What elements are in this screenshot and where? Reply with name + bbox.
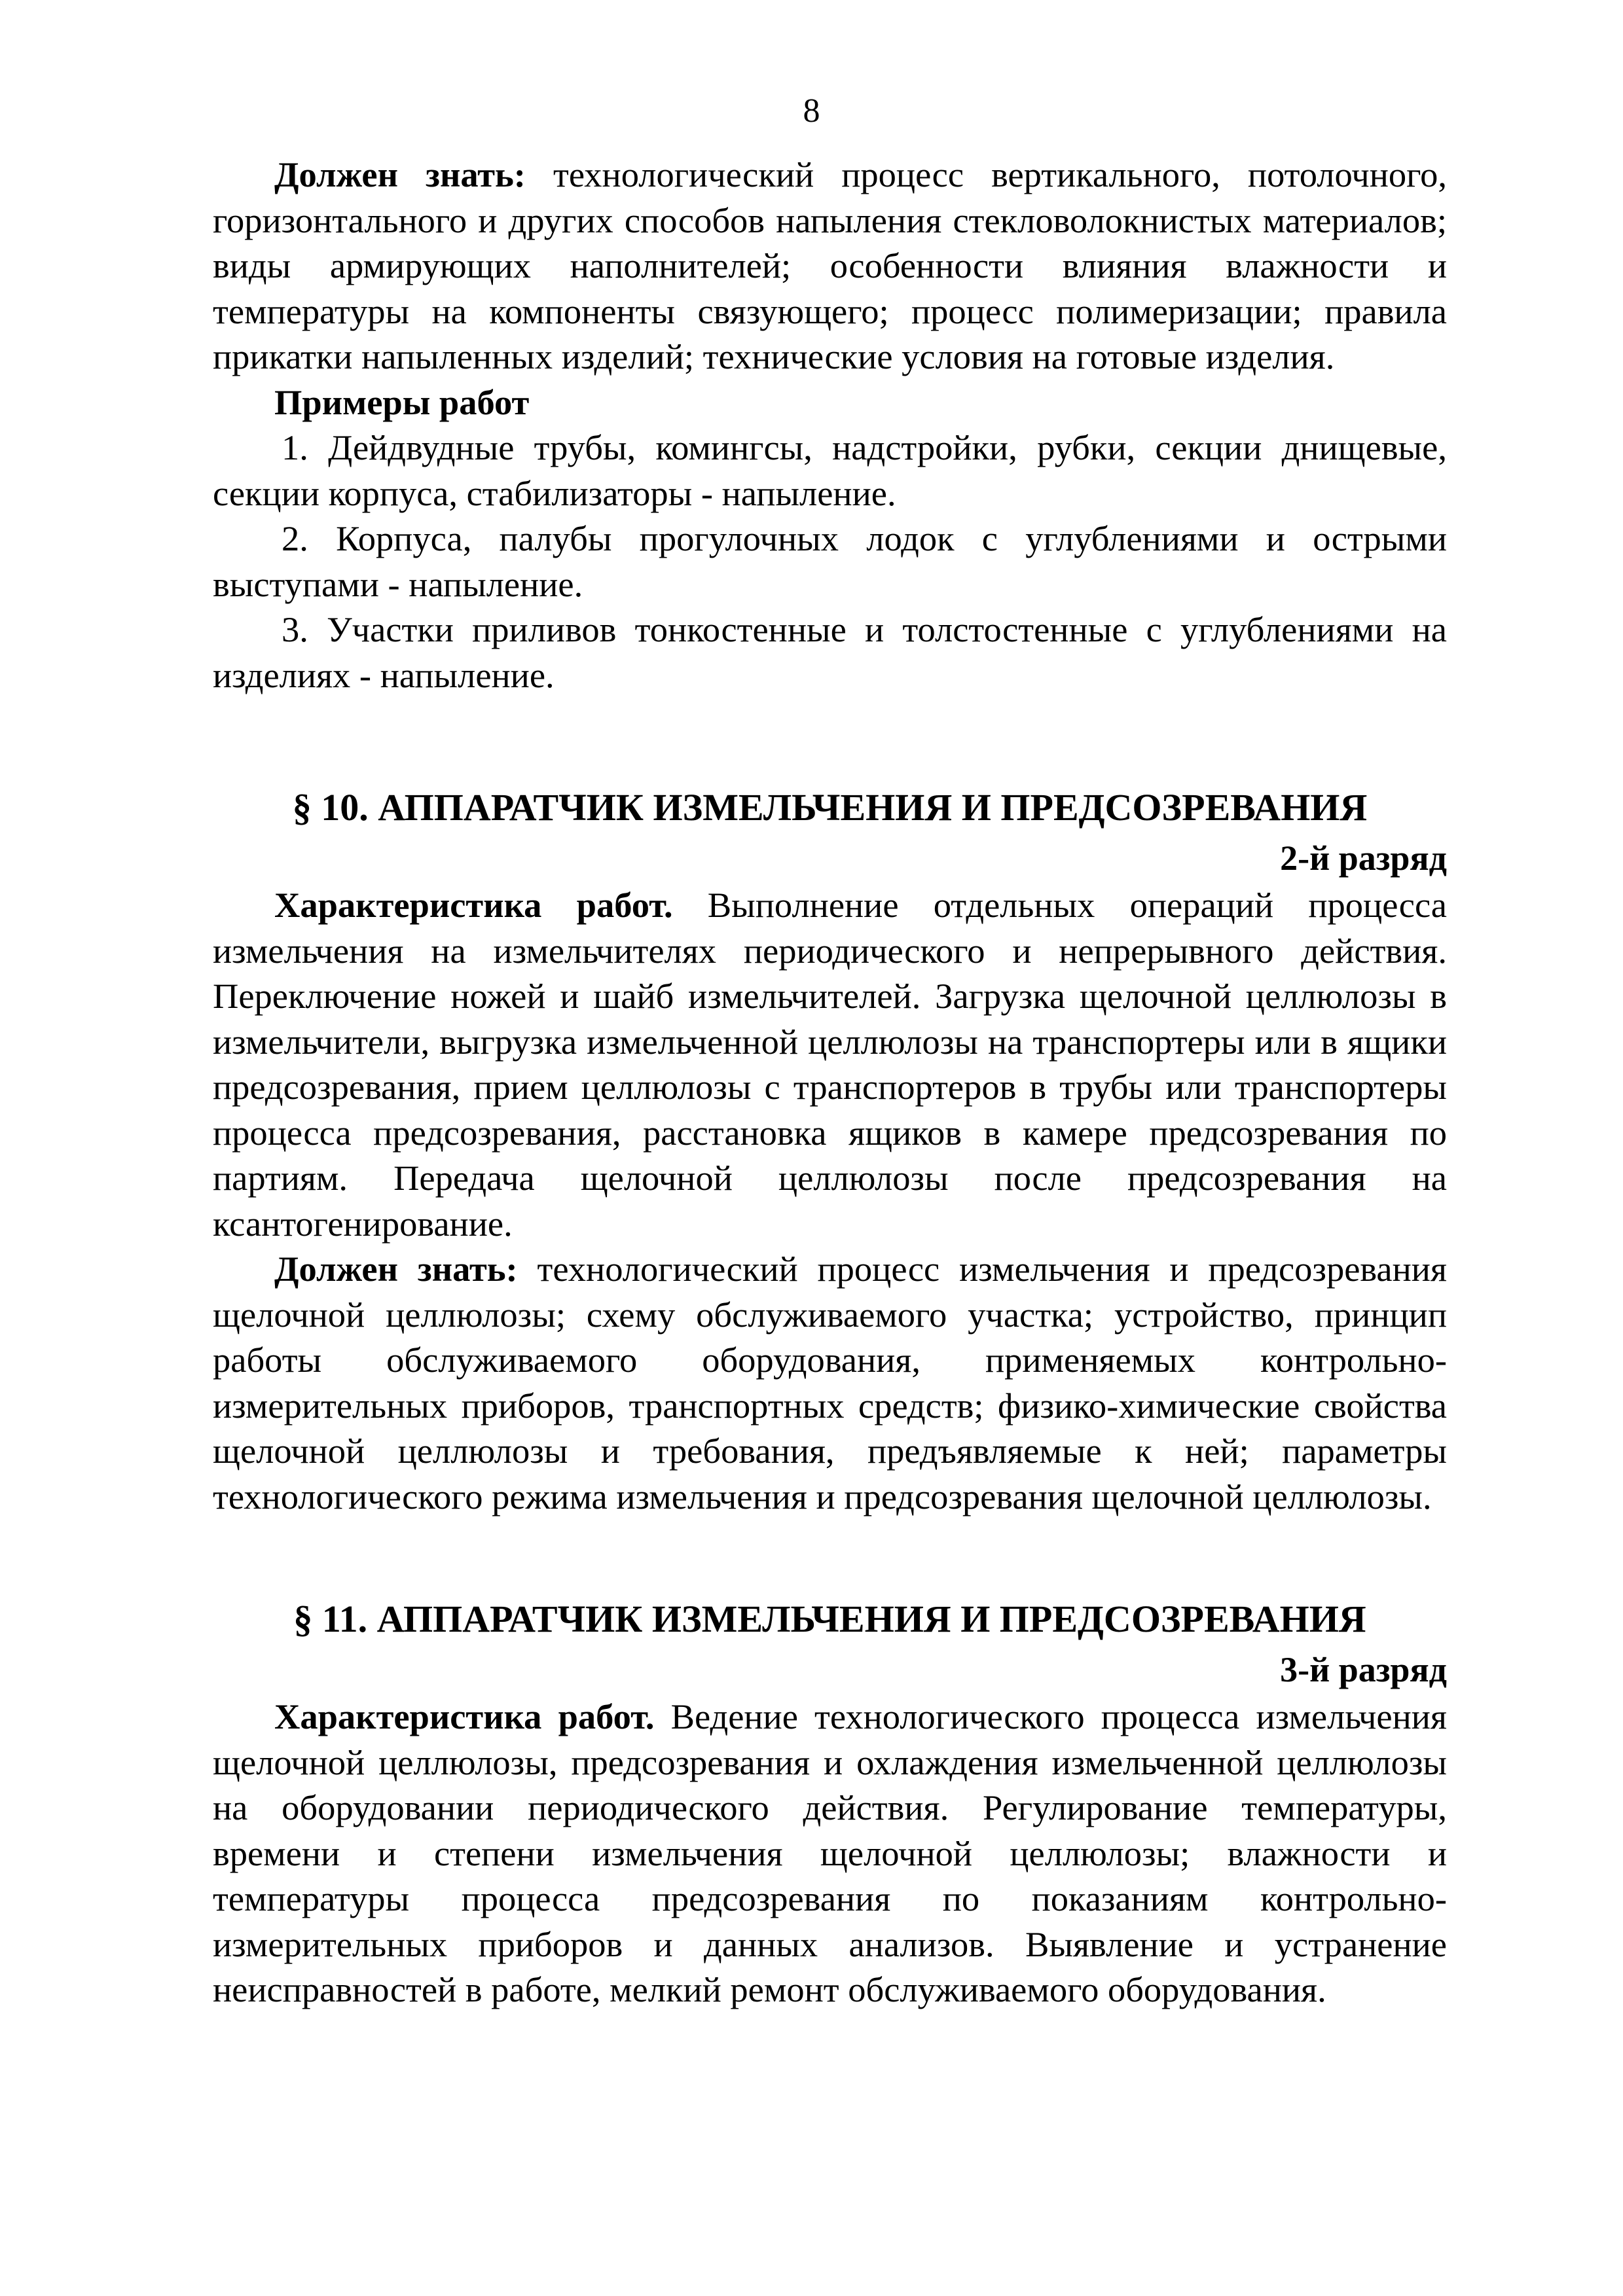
example-item: 2. Корпуса, палубы прогулочных лодок с углублениями и острыми выступами - напыление. xyxy=(213,518,1447,604)
examples-heading: Примеры работ xyxy=(274,382,530,422)
must-know-text: технологический процесс измельчения и предсозревания щелочной целлюлозы; схему обслуживаемого участка; устройство, принцип работы обслуживаемого оборудования, применяемых контрольно-измерительных приборов, транспортных средств; физико-химические свойства щелочной целлюлозы и требования, предъявляемые к ней; параметры технологического режима измельчения и предсозревания щелочной целлюлозы. xyxy=(213,1249,1447,1516)
section-11-heading: § 11. АППАРАТЧИК ИЗМЕЛЬЧЕНИЯ И ПРЕДСОЗРЕВАНИЯ xyxy=(293,1598,1366,1640)
must-know-label: Должен знать: xyxy=(274,154,526,194)
section-11-body xyxy=(213,1694,1447,2013)
example-item: 3. Участки приливов тонкостенные и толстостенные с углублениями на изделиях - напыление. xyxy=(213,609,1447,695)
characteristics-label: Характеристика работ. xyxy=(274,1696,655,1736)
must-know-text: технологический процесс вертикального, потолочного, горизонтального и других способов напыления стекловолокнистых материалов; виды армирующих наполнителей; особенности влияния влажности и температуры на компоненты связующего; процесс полимеризации; правила прикатки напыленных изделий; технические условия на готовые изделия. xyxy=(213,154,1447,376)
section-10-must-know xyxy=(213,1246,1447,1519)
characteristics-label: Характеристика работ. xyxy=(274,885,673,925)
characteristics-text: Выполнение отдельных операций процесса измельчения на измельчителях периодического и непрерывного действия. Переключение ножей и шайб измельчителей. Загрузка щелочной целлюлозы в измельчители, выгрузка измельченной целлюлозы на транспортеры или в ящики предсозревания, прием целлюлозы с транспортеров в трубы или транспортеры процесса предсозревания, расстановка ящиков в камере предсозревания по партиям. Передача щелочной целлюлозы после предсозревания на ксантогенирование. xyxy=(213,885,1447,1244)
page-number: 8 xyxy=(803,92,820,130)
characteristics-text: Ведение технологического процесса измельчения щелочной целлюлозы, предсозревания и охлаждения измельченной целлюлозы на оборудовании периодического действия. Регулирование температуры, времени и степени измельчения щелочной целлюлозы; влажности и температуры процесса предсозревания по показаниям контрольно-измерительных приборов и данных анализов. Выявление и устранение неисправностей в работе, мелкий ремонт обслуживаемого оборудования. xyxy=(213,1696,1447,2009)
section-10-rank: 2-й разряд xyxy=(1280,838,1447,878)
must-know-paragraph xyxy=(213,152,1447,380)
section-10-characteristics xyxy=(213,882,1447,1246)
section-11-characteristics xyxy=(213,1694,1447,2013)
section-11-rank: 3-й разряд xyxy=(1280,1650,1447,1689)
section-10-heading: § 10. АППАРАТЧИК ИЗМЕЛЬЧЕНИЯ И ПРЕДСОЗРЕВАНИЯ xyxy=(292,786,1368,829)
must-know-label: Должен знать: xyxy=(274,1249,518,1289)
intro-block xyxy=(213,152,1447,698)
section-10-body xyxy=(213,882,1447,1519)
example-item: 1. Дейдвудные трубы, комингсы, надстройки, рубки, секции днищевые, секции корпуса, стабилизаторы - напыление. xyxy=(213,427,1447,513)
